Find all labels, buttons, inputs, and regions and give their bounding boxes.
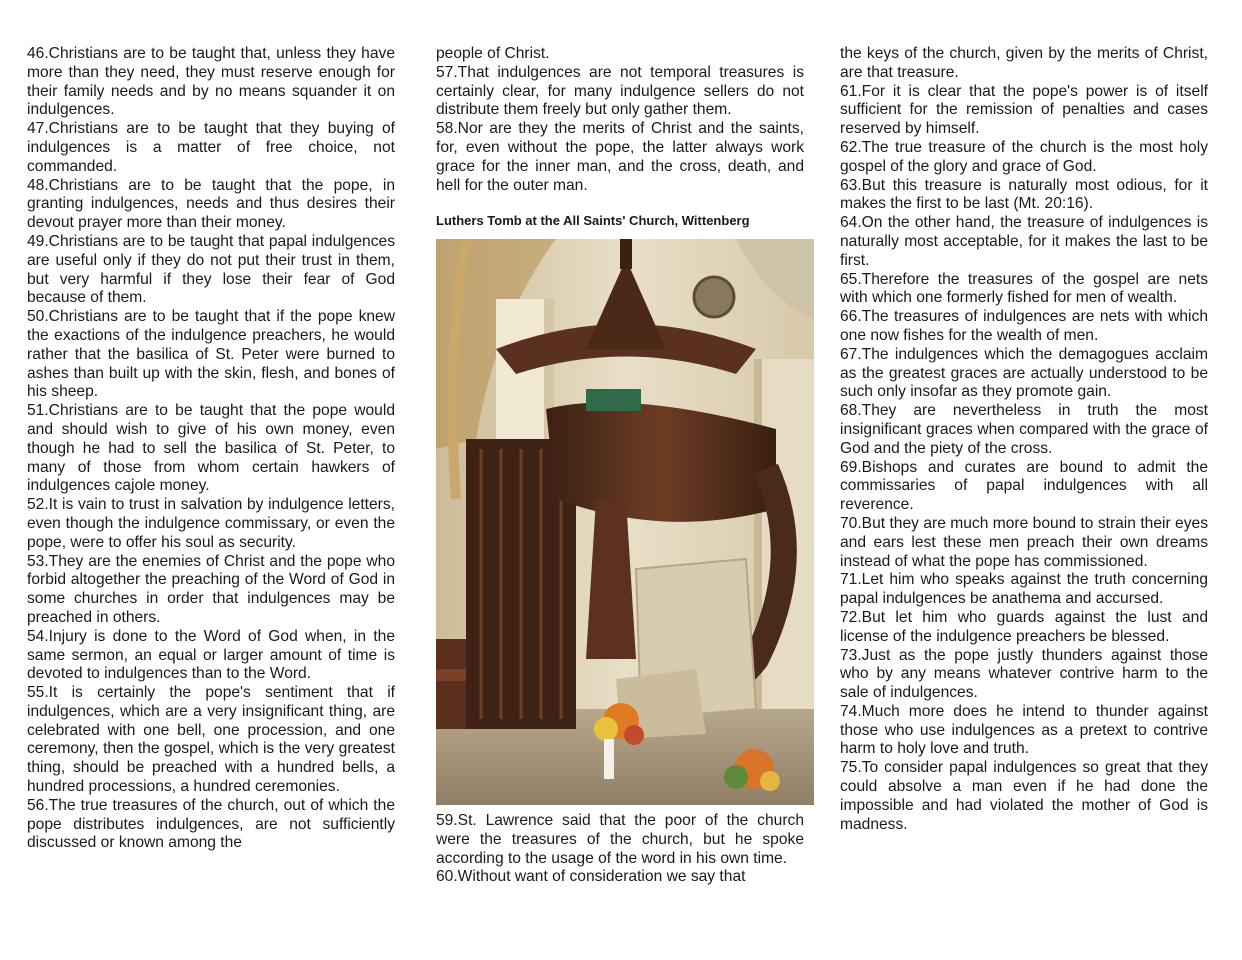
thesis-68: 68.They are nevertheless in truth the most insignificant graces when compared with the grace of God and the piety of the cross. [840,402,1208,457]
pulpit-photo [436,239,814,805]
thesis-53: 53.They are the enemies of Christ and the pope who forbid altogether the preaching of the Word of God in some churches in order that indulgences may be preached in others. [27,552,395,626]
thesis-47: 47.Christians are to be taught that they buying of indulgences is a matter of free choice, not commanded. [27,120,395,175]
text-column-right [840,45,1208,834]
thesis-59: 59.St. Lawrence said that the poor of the church were the treasures of the church, but he spoke according to the usage of the word in his own time. [436,812,804,867]
thesis-67: 67.The indulgences which the demagogues acclaim as the greatest graces are actually understood to be such only insofar as they promote gain. [840,345,1208,401]
thesis-69: 69.Bishops and curates are bound to admit the commissaries of papal indulgences with all reverence. [840,458,1208,514]
thesis-48: 48.Christians are to be taught that the pope, in granting indulgences, needs and thus desires their devout prayer more than their money. [27,176,395,232]
thesis-66: 66.The treasures of indulgences are nets with which one now fishes for the wealth of men. [840,308,1208,344]
thesis-61: 61.For it is clear that the pope's power is of itself sufficient for the remission of penalties and cases reserved by himself. [840,82,1208,138]
thesis-73: 73.Just as the pope justly thunders against those who by any means whatever contrive harm to the sale of indulgences. [840,646,1208,702]
thesis-64: 64.On the other hand, the treasure of indulgences is naturally most acceptable, for it makes the last to be first. [840,214,1208,269]
thesis-74: 74.Much more does he intend to thunder against those who use indulgences as a pretext to contrive harm to holy love and truth. [840,702,1208,758]
thesis-57: 57.That indulgences are not temporal treasures is certainly clear, for many indulgence sellers do not distribute them freely but only gather them. [436,63,804,119]
thesis-75: 75.To consider papal indulgences so great that they could absolve a man even if he had done the impossible and had violated the mother of God is madness. [840,759,1208,833]
thesis-56: 56.The true treasures of the church, out of which the pope distributes indulgences, are not sufficiently discussed or known among the [27,796,395,852]
text-column-middle [436,45,804,805]
thesis-55: 55.It is certainly the pope's sentiment that if indulgences, which are a very insignificant thing, are celebrated with one bell, one procession, and one ceremony, then the gospel, which is the very greatest thing, should be preached with a hundred bells, a hundred processions, a hundred ceremonies. [27,684,395,796]
thesis-50: 50.Christians are to be taught that if the pope knew the exactions of the indulgence preachers, he would rather that the basilica of St. Peter were burned to ashes than built up with the skin, flesh, and bones of his sheep. [27,308,395,401]
thesis-58: 58.Nor are they the merits of Christ and the saints, for, even without the pope, the latter always work grace for the inner man, and the cross, death, and hell for the outer man. [436,120,804,194]
thesis-49: 49.Christians are to be taught that papal indulgences are useful only if they do not put their trust in them, but very harmful if they lose their fear of God because of them. [27,232,395,307]
thesis-51: 51.Christians are to be taught that the pope would and should wish to give of his own money, even though he had to sell the basilica of St. Peter, to many of those from whom certain hawkers of indulgences cajole money. [27,402,395,495]
text-column-middle-bottom [436,812,804,887]
thesis-56-continued: people of Christ. [436,45,550,62]
text-column-left [27,45,395,853]
thesis-54: 54.Injury is done to the Word of God when, in the same sermon, an equal or larger amount of time is devoted to indulgences than to the Word. [27,627,395,683]
thesis-60-continued: the keys of the church, given by the merits of Christ, are that treasure. [840,45,1208,81]
thesis-65: 65.Therefore the treasures of the gospel are nets with which one formerly fished for men of wealth. [840,270,1208,307]
thesis-72: 72.But let him who guards against the lust and license of the indulgence preachers be blessed. [840,608,1208,645]
photo-caption: Luthers Tomb at the All Saints' Church, Wittenberg [436,213,750,229]
thesis-62: 62.The true treasure of the church is the most holy gospel of the glory and grace of God. [840,138,1208,175]
thesis-60: 60.Without want of consideration we say that [436,868,746,886]
thesis-71: 71.Let him who speaks against the truth concerning papal indulgences be anathema and accursed. [840,571,1208,608]
pulpit-illustration [436,239,814,805]
thesis-52: 52.It is vain to trust in salvation by indulgence letters, even though the indulgence commissary, or even the pope, were to offer his soul as security. [27,496,395,551]
thesis-63: 63.But this treasure is naturally most odious, for it makes the first to be last (Mt. 20:16). [840,176,1208,213]
thesis-70: 70.But they are much more bound to strain their eyes and ears lest these men preach their own dreams instead of what the pope has commissioned. [840,514,1208,570]
thesis-46: 46.Christians are to be taught that, unless they have more than they need, they must reserve enough for their family needs and by no means squander it on indulgences. [27,45,395,119]
